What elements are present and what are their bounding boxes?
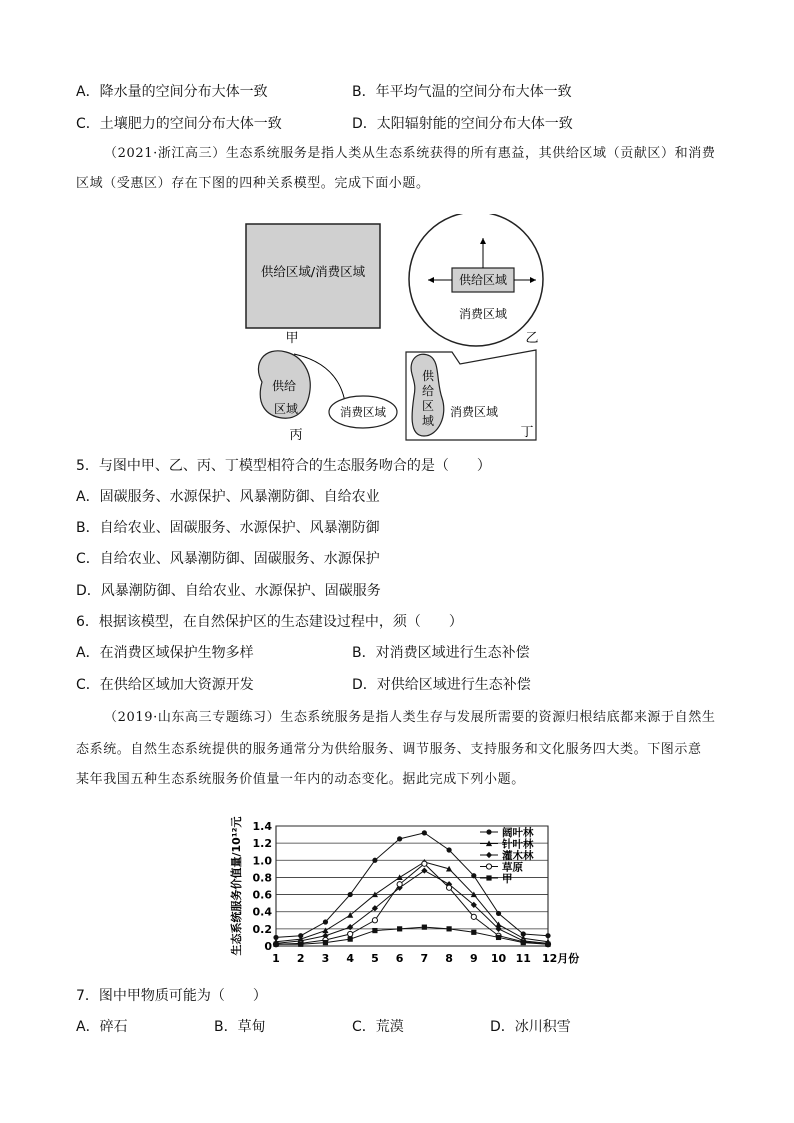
y-tick-label: 1.2: [252, 837, 272, 851]
yi-outer-text: 消费区域: [458, 307, 508, 321]
data-point: [348, 892, 353, 897]
q4-option-d: D．太阳辐射能的空间分布大体一致: [352, 116, 573, 132]
ding-supply-text: 供给区域: [421, 369, 435, 428]
x-tick-label: 4: [346, 952, 355, 965]
yi-label: 乙: [525, 331, 539, 346]
data-point: [422, 830, 427, 835]
y-tick-label: 1.4: [252, 820, 272, 833]
passage2-line1: （2019·山东高三专题练习）生态系统服务是指人类生存与发展所需要的资源归根结底都来源于自然生: [104, 710, 716, 725]
data-point: [298, 942, 303, 947]
y-axis-label: 生态系统服务价值量/10¹²元: [230, 816, 243, 956]
q5-option-b: B．自给农业、固碳服务、水源保护、风暴潮防御: [76, 520, 380, 536]
data-point: [471, 873, 476, 878]
x-tick-label: 3: [321, 952, 330, 965]
q4-option-a: A．降水量的空间分布大体一致: [76, 84, 268, 100]
data-point: [446, 926, 451, 931]
data-point: [545, 942, 550, 947]
yi-inner-text: 供给区域: [458, 273, 508, 287]
q7-option-c: C．荒漠: [352, 1019, 404, 1035]
jia-box-text: 供给区域/消费区域: [260, 264, 366, 279]
y-tick-label: 0: [264, 940, 272, 953]
x-tick-label: 11: [515, 952, 531, 965]
q7-stem: 7．图中甲物质可能为（ ）: [76, 988, 267, 1004]
q5-option-d: D．风暴潮防御、自给农业、水源保护、固碳服务: [76, 583, 381, 599]
bing-label: 丙: [289, 428, 303, 443]
ecosystem-value-line-chart: [224, 800, 580, 976]
jia-label: 甲: [285, 331, 299, 346]
q6-option-d: D．对供给区域进行生态补偿: [352, 677, 531, 693]
data-point: [486, 864, 491, 869]
data-point: [348, 937, 353, 942]
ding-consume-text: 消费区域: [449, 405, 499, 419]
x-tick-label: 1: [272, 952, 280, 965]
q6-stem: 6．根据该模型，在自然保护区的生态建设过程中，须（ ）: [76, 614, 463, 630]
legend-label: 草原: [502, 861, 523, 874]
legend-label: 阔叶林: [502, 827, 534, 839]
x-tick-label: 2: [296, 952, 305, 965]
data-point: [372, 918, 377, 923]
data-point: [397, 882, 402, 887]
data-point: [372, 928, 377, 933]
data-point: [422, 861, 427, 866]
q5-option-c: C．自给农业、风暴潮防御、固碳服务、水源保护: [76, 551, 380, 567]
legend-label: 甲: [502, 873, 513, 885]
data-point: [422, 925, 427, 930]
q5-option-a: A．固碳服务、水源保护、风暴潮防御、自给农业: [76, 489, 380, 505]
y-tick-label: 0.4: [252, 905, 272, 919]
q7-option-a: A．碎石: [76, 1019, 128, 1035]
y-tick-label: 0.6: [252, 888, 272, 902]
x-tick-label: 8: [445, 952, 453, 965]
data-point: [471, 930, 476, 935]
q6-option-b: B．对消费区域进行生态补偿: [352, 645, 530, 661]
legend-label: 灌木林: [502, 850, 534, 862]
data-point: [397, 836, 402, 841]
bing-consume-text: 消费区域: [340, 405, 386, 419]
data-point: [446, 885, 451, 890]
legend-label: 针叶林: [502, 838, 534, 851]
q5-stem: 5．与图中甲、乙、丙、丁模型相符合的生态服务吻合的是（ ）: [76, 458, 491, 474]
x-tick-label: 10: [490, 952, 507, 965]
q4-option-c: C．土壤肥力的空间分布大体一致: [76, 116, 282, 132]
data-point: [397, 926, 402, 931]
passage2-line2: 态系统。自然生态系统提供的服务通常分为供给服务、调节服务、支持服务和文化服务四大类。下图示意: [76, 742, 702, 757]
bing-supply-text-1: 供给: [271, 379, 297, 393]
data-point: [372, 858, 377, 863]
x-tick-label: 5: [371, 952, 379, 965]
passage2-line3: 某年我国五种生态系统服务价值量一年内的动态变化。据此完成下列小题。: [76, 772, 525, 787]
data-point: [545, 933, 550, 938]
q6-option-a: A．在消费区域保护生物多样: [76, 645, 254, 661]
x-tick-label: 12月份: [542, 952, 580, 965]
q7-option-d: D．冰川积雪: [490, 1019, 571, 1035]
y-tick-label: 1.0: [252, 854, 272, 868]
data-point: [496, 911, 501, 916]
data-point: [486, 875, 491, 880]
bing-supply-text-2: 区域: [273, 402, 299, 416]
data-point: [486, 829, 491, 834]
relationship-model-diagram: [238, 214, 548, 446]
data-point: [323, 919, 328, 924]
q7-option-b: B．草甸: [214, 1019, 266, 1035]
x-tick-label: 9: [469, 952, 478, 965]
data-point: [496, 935, 501, 940]
data-point: [348, 931, 353, 936]
q4-option-b: B．年平均气温的空间分布大体一致: [352, 84, 572, 100]
y-tick-label: 0.2: [252, 922, 272, 936]
x-tick-label: 7: [420, 952, 429, 965]
y-tick-label: 0.8: [252, 871, 272, 885]
data-point: [273, 942, 278, 947]
data-point: [471, 914, 476, 919]
data-point: [521, 940, 526, 945]
ding-label: 丁: [520, 425, 534, 440]
passage1-line2: 区域（受惠区）存在下图的四种关系模型。完成下面小题。: [76, 176, 430, 191]
x-tick-label: 6: [395, 952, 404, 965]
data-point: [323, 940, 328, 945]
data-point: [446, 847, 451, 852]
passage1-line1: （2021·浙江高三）生态系统服务是指人类从生态系统获得的所有惠益，其供给区域（贡献区）和消费: [104, 146, 716, 161]
q6-option-c: C．在供给区域加大资源开发: [76, 677, 254, 693]
